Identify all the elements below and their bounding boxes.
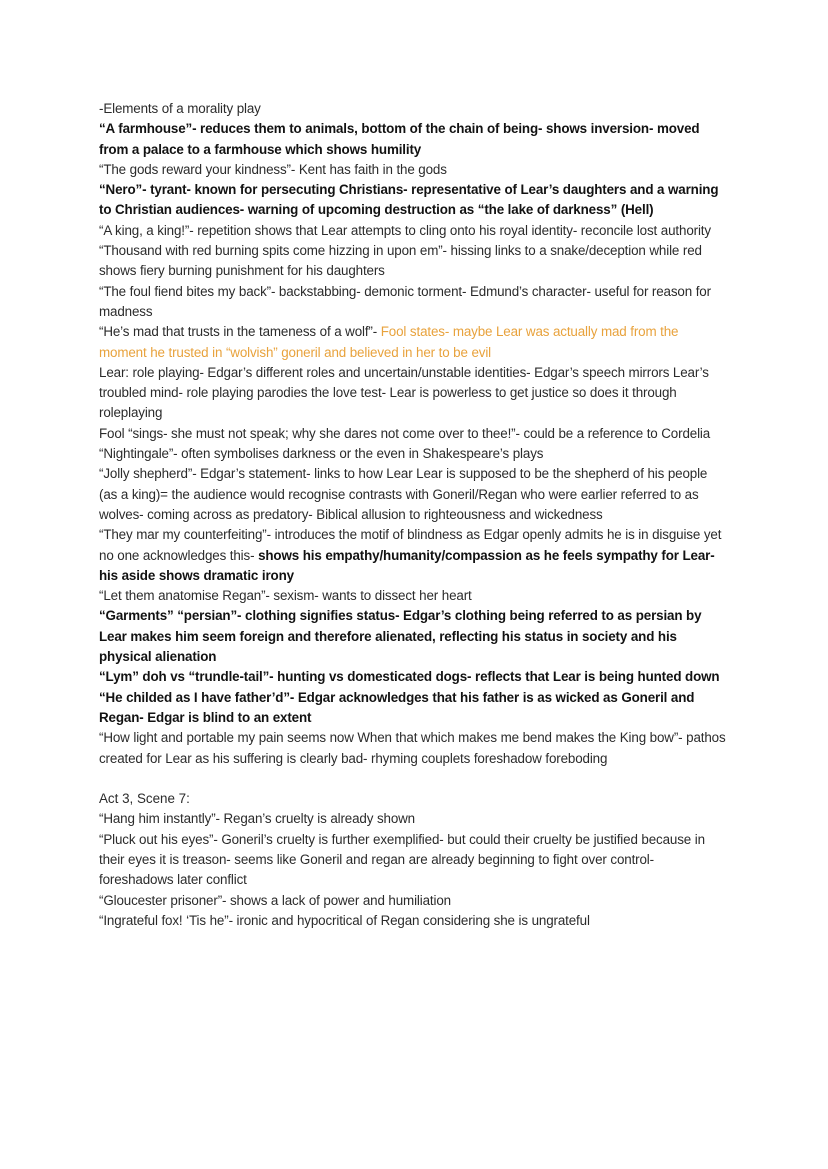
note-line: Fool “sings- she must not speak; why she dares not come over to thee!”- could be a reference to Cordelia — [99, 425, 711, 441]
note-line-emphasis: shows his empathy/humanity/compassion as he feels sympathy for Lear- his aside shows dramatic irony — [99, 547, 715, 583]
note-line-lead: “He’s mad that trusts in the tameness of a wolf”- — [99, 324, 381, 340]
note-line: “How light and portable my pain seems now When that which makes me bend makes the King bow”- pathos created for Lear as his suffering is clearly bad- rhyming couplets foreshadow foreboding — [99, 730, 726, 766]
note-line: “Nightingale”- often symbolises darkness or the even in Shakespeare’s plays — [99, 446, 544, 462]
note-line: “Let them anatomise Regan”- sexism- wants to dissect her heart — [99, 588, 472, 604]
note-line: “Jolly shepherd”- Edgar’s statement- links to how Lear Lear is supposed to be the shepherd of his people (as a king)= the audience would recognise contrasts with Goneril/Regan who were earlier referred to as wolves- coming across as predatory- Biblical allusion to righteousness and wickedness — [99, 466, 708, 522]
note-line: Lear: role playing- Edgar’s different roles and uncertain/unstable identities- Edgar’s speech mirrors Lear’s troubled mind- role playing parodies the love test- Lear is powerless to get justice so does it through roleplaying — [99, 364, 709, 421]
note-line-accent: Fool states- maybe Lear was actually mad from the moment he trusted in “wolvish” goneril and believed in her to be evil — [99, 324, 679, 360]
note-line: “Pluck out his eyes”- Goneril’s cruelty is further exemplified- but could their cruelty be justified because in their eyes it is treason- seems like Goneril and regan are already beginning to fight over control- foreshadows later conflict — [99, 831, 705, 888]
notes-body — [99, 99, 727, 931]
section-heading-act-3-scene-7: Act 3, Scene 7: — [99, 791, 190, 807]
section-spacer — [99, 769, 727, 789]
note-line: “Hang him instantly”- Regan’s cruelty is already shown — [99, 811, 415, 827]
note-line: “The gods reward your kindness”- Kent has faith in the gods — [99, 161, 447, 177]
note-line: “Ingrateful fox! ‘Tis he”- ironic and hypocritical of Regan considering she is ungrateful — [99, 912, 590, 928]
note-line: “Garments” “persian”- clothing signifies status- Edgar’s clothing being referred to as persian by Lear makes him seem foreign and therefore alienated, reflecting his status in society and his physical alienation — [99, 608, 702, 665]
note-line: “Gloucester prisoner”- shows a lack of power and humiliation — [99, 892, 451, 908]
note-line: “Lym” doh vs “trundle-tail”- hunting vs domesticated dogs- reflects that Lear is being hunted down — [99, 669, 720, 685]
note-line-mixed — [99, 525, 727, 586]
note-line-lead: “They mar my counterfeiting”- introduces the motif of blindness as Edgar openly admits he is in disguise yet no one acknowledges this- — [99, 527, 722, 563]
note-line: “A farmhouse”- reduces them to animals, bottom of the chain of being- shows inversion- moved from a palace to a farmhouse which shows humility — [99, 121, 700, 157]
note-line: “Nero”- tyrant- known for persecuting Christians- representative of Lear’s daughters and a warning to Christian audiences- warning of upcoming destruction as “the lake of darkness” (Hell) — [99, 182, 719, 218]
note-line: “He childed as I have father’d”- Edgar acknowledges that his father is as wicked as Goneril and Regan- Edgar is blind to an extent — [99, 689, 695, 725]
note-line: “A king, a king!”- repetition shows that Lear attempts to cling onto his royal identity- reconcile lost authority — [99, 222, 711, 238]
note-line-highlighted — [99, 322, 727, 363]
note-line: -Elements of a morality play — [99, 101, 261, 116]
note-line: “Thousand with red burning spits come hizzing in upon em”- hissing links to a snake/deception while red shows fiery burning punishment for his daughters — [99, 243, 702, 279]
note-line: “The foul fiend bites my back”- backstabbing- demonic torment- Edmund’s character- useful for reason for madness — [99, 283, 711, 319]
